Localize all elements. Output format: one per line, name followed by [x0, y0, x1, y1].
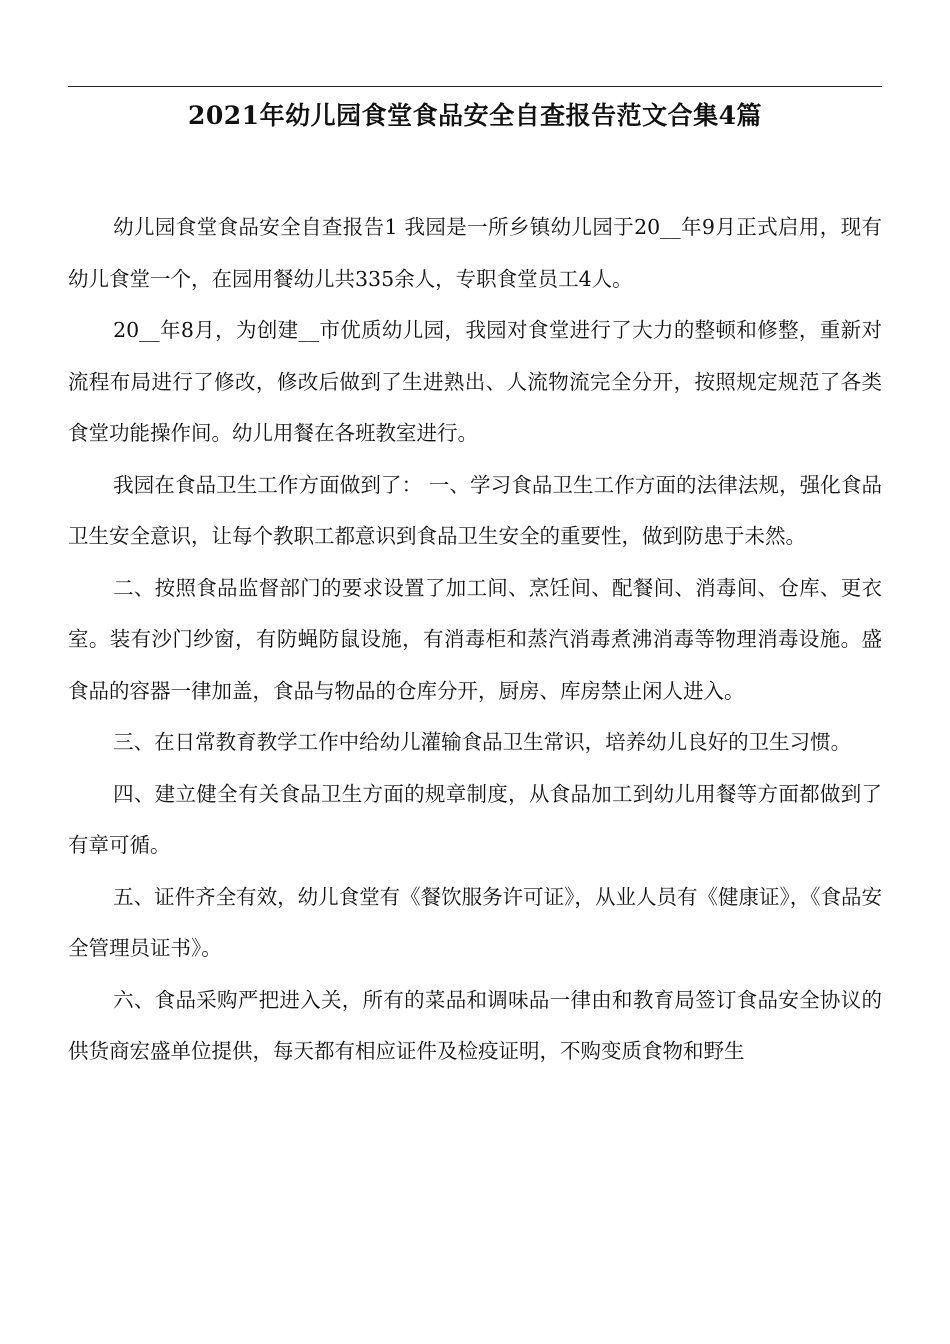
paragraph-8: 六、食品采购严把进入关，所有的菜品和调味品一律由和教育局签订食品安全协议的供货商宏盛单位提供，每天都有相应证件及检疫证明，不购变质食物和野生 — [68, 987, 882, 1063]
document-title: 2021年幼儿园食堂食品安全自查报告范文合集4篇 — [188, 101, 762, 130]
paragraph-6: 四、建立健全有关食品卫生方面的规章制度，从食品加工到幼儿用餐等方面都做到了有章可循。 — [68, 781, 882, 857]
paragraph-4: 二、按照食品监督部门的要求设置了加工间、烹饪间、配餐间、消毒间、仓库、更衣室。装有沙门纱窗，有防蝇防鼠设施，有消毒柜和蒸汽消毒煮沸消毒等物理消毒设施。盛食品的容器一律加盖，食品与物品的仓库分开，厨房、库房禁止闲人进入。 — [68, 575, 882, 703]
paragraph-5: 三、在日常教育教学工作中给幼儿灌输食品卫生常识，培养幼儿良好的卫生习惯。 — [113, 730, 852, 754]
document-body — [68, 202, 882, 1078]
paragraph-3: 我园在食品卫生工作方面做到了： 一、学习食品卫生工作方面的法律法规，强化食品卫生安全意识，让每个教职工都意识到食品卫生安全的重要性，做到防患于未然。 — [68, 472, 882, 548]
paragraph-1: 幼儿园食堂食品安全自查报告1 我园是一所乡镇幼儿园于20__年9月正式启用，现有幼儿食堂一个，在园用餐幼儿共335余人，专职食堂员工4人。 — [68, 215, 882, 291]
paragraph-2: 20__年8月，为创建__市优质幼儿园，我园对食堂进行了大力的整顿和修整，重新对流程布局进行了修改，修改后做到了生进熟出、人流物流完全分开，按照规定规范了各类食堂功能操作间。幼儿用餐在各班教室进行。 — [68, 318, 882, 445]
header-rule — [68, 86, 882, 87]
paragraph-7: 五、证件齐全有效，幼儿食堂有《餐饮服务许可证》，从业人员有《健康证》，《食品安全管理员证书》。 — [68, 884, 882, 960]
